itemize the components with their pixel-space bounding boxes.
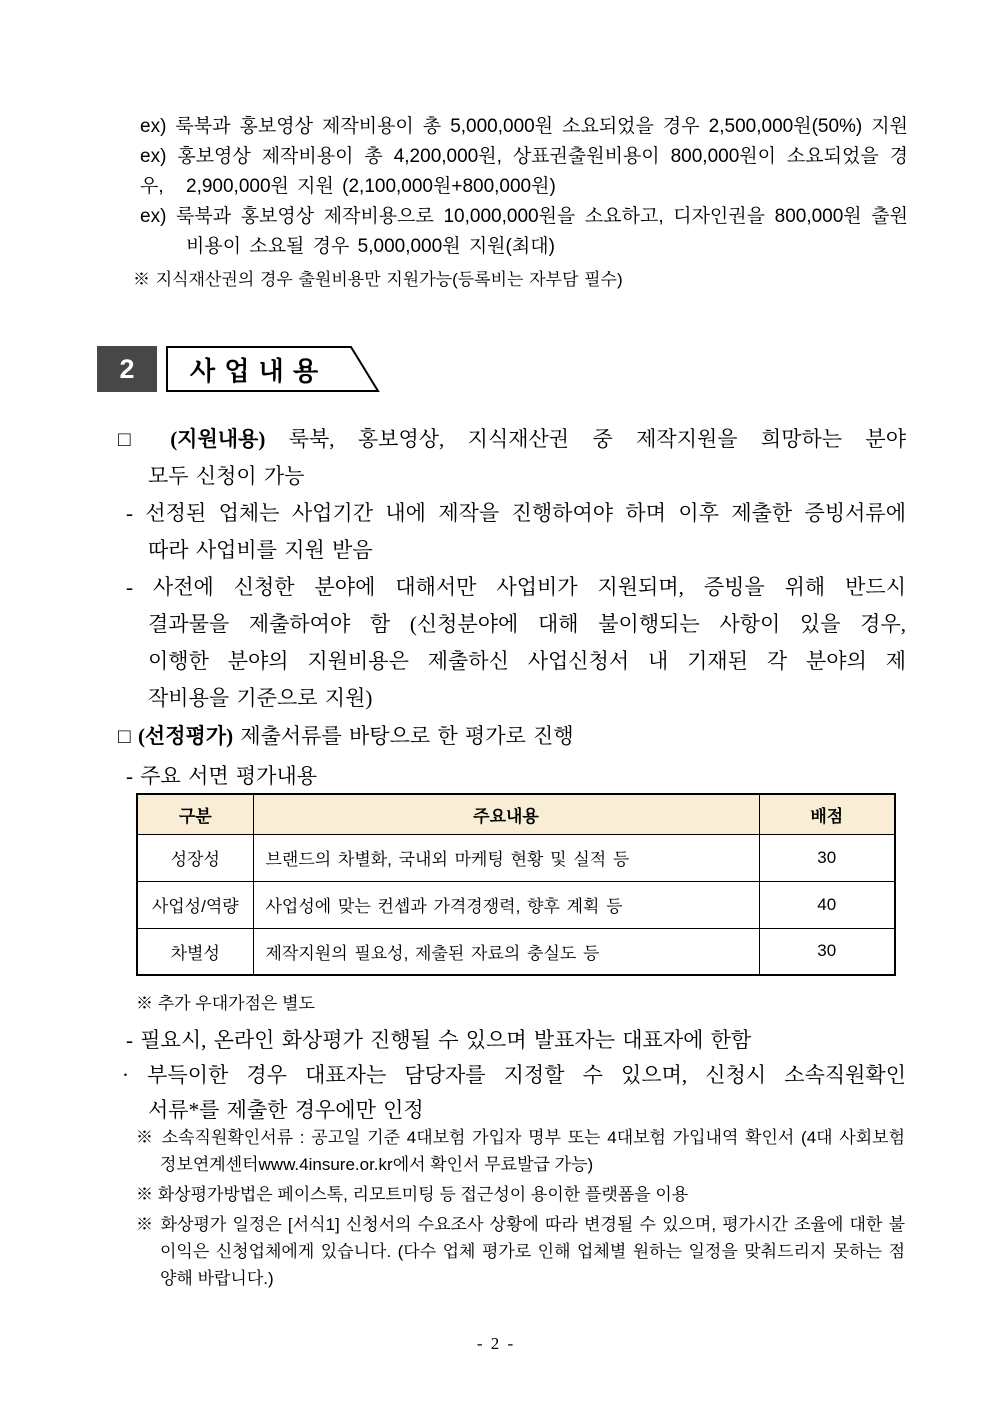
table-header-row (137, 794, 895, 834)
support-intro-text: 룩북, 홍보영상, 지식재산권 중 제작지원을 희망하는 분야 (288, 427, 907, 451)
evaluation-criteria-table (136, 793, 896, 976)
footnotes-block (136, 1124, 905, 1295)
section-title-banner (166, 346, 380, 392)
support-intro-line (118, 421, 906, 458)
section-title: 사 업 내 용 (190, 355, 320, 386)
support-sub2-line4: 작비용을 기준으로 지원) (148, 686, 373, 710)
evaluation-paragraph (118, 718, 906, 795)
row1-content: 브랜드의 차별화, 국내외 마케팅 현황 및 실적 등 (253, 834, 759, 881)
support-sub2-line2: 결과물을 제출하여야 함 (신청분야에 대해 불이행되는 사항이 있을 경우, (148, 612, 906, 636)
example-line-2-cont: 2,900,000원 지원 (2,100,000원+800,000원) (186, 176, 556, 197)
row2-content: 사업성에 맞는 컨셉과 가격경쟁력, 향후 계획 등 (253, 881, 759, 928)
video-eval-line2: · 부득이한 경우 대표자는 담당자를 지정할 수 있으며, 신청시 소속직원확인 (122, 1063, 906, 1087)
page-number: - 2 - (476, 1334, 516, 1353)
footnote-3-line1: ※ 화상평가 일정은 [서식1] 신청서의 수요조사 상황에 따라 변경될 수 있으며, 평가시간 조율에 대한 불 (136, 1215, 905, 1234)
row1-category: 성장성 (137, 834, 253, 881)
footnote-2 (136, 1181, 905, 1208)
footnote-2-line1: ※ 화상평가방법은 페이스톡, 리모트미팅 등 접근성이 용이한 플랫폼을 이용 (136, 1185, 689, 1204)
header-content: 주요내용 (253, 794, 759, 834)
example-line-2: ex) 홍보영상 제작비용이 총 4,200,000원, 상표권출원비용이 800,000원이 소요되었을 경우, (140, 146, 908, 197)
support-intro-cont: 모두 신청이 가능 (148, 464, 305, 488)
footnote-3-line2: 이익은 신청업체에게 있습니다. (다수 업체 평가로 인해 업체별 원하는 일정을 맞춰드리지 못하는 점 (160, 1242, 905, 1261)
support-sub2-line3: 이행한 분야의 지원비용은 제출하신 사업신청서 내 기재된 각 분야의 제 (148, 649, 906, 673)
support-sub2-line1: - 사전에 신청한 분야에 대해서만 사업비가 지원되며, 증빙을 위해 반드시 (126, 575, 906, 599)
evaluation-intro-text: 제출서류를 바탕으로 한 평가로 진행 (240, 724, 574, 748)
row3-category: 차별성 (137, 928, 253, 975)
table-row (137, 928, 895, 975)
row1-points: 30 (759, 834, 895, 881)
example-line-3: ex) 룩북과 홍보영상 제작비용으로 10,000,000원을 소요하고, 디자인권을 800,000원 출원 (140, 206, 908, 227)
header-points: 배점 (759, 794, 895, 834)
table-row (137, 834, 895, 881)
example-line-1: ex) 룩북과 홍보영상 제작비용이 총 5,000,000원 소요되었을 경우 2,500,000원(50%) 지원 (140, 116, 908, 137)
support-paragraph (118, 421, 906, 717)
table-note: ※ 추가 우대가점은 별도 (136, 994, 315, 1013)
support-sub1-line2: 따라 사업비를 지원 받음 (148, 538, 373, 562)
evaluation-sub1: - 주요 서면 평가내용 (126, 764, 318, 788)
example-note: ※ 지식재산권의 경우 출원비용만 지원가능(등록비는 자부담 필수) (133, 270, 623, 289)
support-label: (지원내용) (170, 427, 266, 451)
footnote-1-line2: 정보연계센터www.4insure.or.kr에서 확인서 무료발급 가능) (160, 1155, 594, 1174)
table-row (137, 881, 895, 928)
example-line-3-cont: 비용이 소요될 경우 5,000,000원 지원(최대) (186, 236, 555, 257)
support-sub1-line1: - 선정된 업체는 사업기간 내에 제작을 진행하여야 하며 이후 제출한 증빙서류에 (126, 501, 906, 525)
row3-content: 제작지원의 필요성, 제출된 자료의 충실도 등 (253, 928, 759, 975)
footnote-1-line1: ※ 소속직원확인서류 : 공고일 기준 4대보험 가입자 명부 또는 4대보험 가입내역 확인서 (4대 사회보험 (136, 1128, 905, 1147)
footnote-3 (136, 1211, 905, 1292)
row2-category: 사업성/역량 (137, 881, 253, 928)
video-eval-line3: 서류*를 제출한 경우에만 인정 (148, 1098, 424, 1122)
row3-points: 30 (759, 928, 895, 975)
video-eval-line1: - 필요시, 온라인 화상평가 진행될 수 있으며 발표자는 대표자에 한함 (126, 1028, 752, 1052)
row2-points: 40 (759, 881, 895, 928)
video-evaluation-block (118, 1023, 906, 1128)
footnote-1 (136, 1124, 905, 1178)
footnote-3-line3: 양해 바랍니다.) (160, 1269, 274, 1288)
square-bullet: □ (118, 724, 131, 748)
evaluation-label: (선정평가) (137, 724, 234, 748)
header-category: 구분 (137, 794, 253, 834)
example-block (133, 112, 908, 295)
section-number-badge: 2 (97, 346, 157, 392)
evaluation-intro-line (118, 718, 906, 755)
square-bullet: □ (118, 427, 147, 451)
